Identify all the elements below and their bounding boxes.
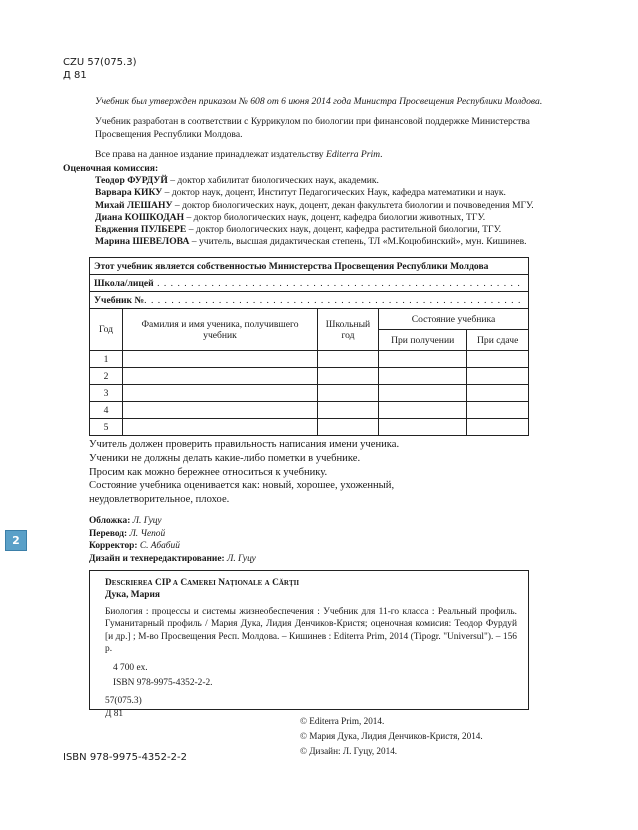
cell-returned[interactable] (467, 351, 529, 368)
school-label: Школа/лицей (94, 277, 154, 289)
note-line: Просим как можно бережнее относиться к учебнику. (89, 466, 328, 478)
table-row (90, 419, 529, 436)
copyright-line: © Мария Дука, Лидия Денчиков-Кристя, 2014. (300, 731, 483, 741)
cell-school-year[interactable] (318, 419, 379, 436)
commission-members (95, 175, 534, 248)
cell-school-year[interactable] (318, 402, 379, 419)
cip-box (89, 570, 529, 719)
member-role: – доктор биологических наук, доцент, декан факультета биологии и почвоведения МГУ. (172, 199, 534, 211)
credit-label: Корректор: (89, 541, 138, 552)
udc-line: Д 81 (63, 70, 87, 81)
cip-isbn: ISBN 978-9975-4352-2-2. (113, 677, 213, 688)
credits-block (89, 515, 256, 565)
header-student: Фамилия и имя ученика, получившего учебник (123, 309, 318, 351)
cell-returned[interactable] (467, 385, 529, 402)
cell-school-year[interactable] (318, 385, 379, 402)
member-name: Евджения ПУЛБЕРЕ (95, 224, 187, 236)
member-role: – учитель, высшая дидактическая степень, ТЛ «М.Коцюбинский», мун. Кишинев. (189, 236, 527, 248)
note-line: Ученики не должны делать какие-либо пометки в учебнике. (89, 452, 361, 464)
table-row (90, 385, 529, 402)
row-number: 3 (90, 385, 123, 402)
cell-received[interactable] (379, 368, 467, 385)
rights-suffix: . (380, 148, 383, 160)
textbook-register-table (89, 257, 529, 436)
note-line: Учитель должен проверить правильность написания имени ученика. (89, 439, 400, 450)
cell-returned[interactable] (467, 419, 529, 436)
ownership-text: Этот учебник является собственностью Министерства Просвещения Республики Молдова (94, 260, 489, 272)
credit-value: Л. Гуцу (226, 553, 256, 564)
member-name: Диана КОШКОДАН (95, 211, 185, 223)
commission-member (95, 187, 534, 199)
cell-student[interactable] (123, 368, 318, 385)
member-name: Марина ШЕВЕЛОВА (95, 236, 190, 248)
cell-returned[interactable] (467, 368, 529, 385)
member-role: – доктор хабилитат биологических наук, академик. (167, 175, 379, 187)
header-received: При получении (379, 330, 467, 351)
cip-title: Descrierea CIP a Camerei Naţionale a Cărţii (105, 578, 300, 588)
intro-block (95, 95, 565, 167)
commission-title: Оценочная комиссия: (63, 163, 159, 174)
commission-member (95, 212, 534, 224)
cell-student[interactable] (123, 351, 318, 368)
developed-text: Учебник разработан в соответствии с Куррикулом по биологии при финансовой поддержке Министерства Просвещения Республики Молдова. (95, 115, 530, 140)
credit-line (89, 540, 256, 553)
cell-returned[interactable] (467, 402, 529, 419)
approval-text: Учебник был утвержден приказом № 608 от 6 июня 2014 года Министра Просвещения Республики Молдова. (95, 96, 543, 107)
credit-label: Дизайн и технередактирование: (89, 553, 225, 564)
copyright-block (300, 714, 483, 759)
note-line: Состояние учебника оценивается как: новый, хорошее, ухоженный, (89, 480, 395, 492)
usage-notes (89, 438, 549, 507)
member-role: – доктор наук, доцент, Институт Педагогических Наук, кафедра математики и наук. (162, 187, 506, 199)
header-school-year: Школьный год (318, 309, 379, 351)
header-year: Год (90, 309, 123, 351)
row-number: 1 (90, 351, 123, 368)
cell-received[interactable] (379, 385, 467, 402)
member-role: – доктор биологических наук, доцент, кафедра растительной биологии, ТГУ. (186, 224, 502, 236)
commission-member (95, 175, 534, 187)
cip-udc: 57(075.3) (105, 696, 142, 707)
commission-member (95, 224, 534, 236)
cell-received[interactable] (379, 419, 467, 436)
commission-member (95, 236, 534, 248)
row-number: 2 (90, 368, 123, 385)
cip-author: Дука, Мария (105, 590, 160, 601)
udc-code (63, 56, 137, 82)
credit-label: Перевод: (89, 528, 128, 539)
credit-value: С. Абабий (139, 541, 180, 552)
school-row (90, 275, 529, 292)
copyright-line: © Editerra Prim, 2014. (300, 716, 385, 726)
table-row (90, 351, 529, 368)
member-name: Варвара КИКУ (95, 187, 163, 199)
book-number-label: Учебник № (94, 294, 145, 306)
cip-description: Биология : процессы и системы жизнеобеспечения : Учебник для 11-го класса : Реальный профиль. Гуманитарный профиль / Мария Дука, Лидия Денчиков-Кристя; оценочная комисия: Теодор Фурдуй [и др.] ; М-во Просвещения Респ. Молдова. – Кишинев : Editerra Prim, 2014 (Tipogr. "Universul"). – 156 р. (105, 606, 517, 655)
evaluation-commission (63, 163, 534, 248)
member-role: – доктор биологических наук, доцент, кафедра биологии животных, ТГУ. (184, 211, 486, 223)
header-condition: Состояние учебника (379, 309, 529, 330)
rights-prefix: Все права на данное издание принадлежат издательству (95, 148, 326, 160)
credit-line (89, 528, 256, 541)
header-returned: При сдаче (467, 330, 529, 351)
row-number: 4 (90, 402, 123, 419)
commission-member (95, 200, 534, 212)
cell-student[interactable] (123, 385, 318, 402)
credit-value: Л. Гуцу (132, 516, 162, 526)
member-name: Михай ЛЕШАНУ (95, 199, 173, 211)
cell-received[interactable] (379, 351, 467, 368)
credit-line (89, 515, 256, 528)
isbn-footer: ISBN 978-9975-4352-2-2 (63, 752, 187, 763)
cell-student[interactable] (123, 402, 318, 419)
cip-udc: Д 81 (105, 708, 124, 719)
school-dots: . . . . . . . . . . . . . . . . . . . . . . . . . . . . . . . . . . . . . . . . . . . . . . . . . . . . . . (153, 277, 521, 289)
member-name: Теодор ФУРДУЙ (95, 175, 168, 187)
ownership-row (90, 258, 529, 275)
credit-line (89, 553, 256, 566)
credit-label: Обложка: (89, 516, 131, 526)
credit-value: Л. Чепой (129, 528, 166, 539)
book-number-dots: . . . . . . . . . . . . . . . . . . . . . . . . . . . . . . . . . . . . . . . . . . . . . . . . . . . . . . . . (144, 294, 522, 306)
udc-line: CZU 57(075.3) (63, 57, 137, 68)
cell-school-year[interactable] (318, 368, 379, 385)
cip-copies: 4 700 ex. (113, 663, 148, 674)
table-row (90, 402, 529, 419)
table-row (90, 368, 529, 385)
cell-received[interactable] (379, 402, 467, 419)
rights-text (95, 148, 565, 162)
rights-publisher: Editerra Prim (325, 148, 381, 160)
cell-school-year[interactable] (318, 351, 379, 368)
book-number-row (90, 292, 529, 309)
row-number: 5 (90, 419, 123, 436)
note-line: неудовлетворительное, плохое. (89, 494, 230, 506)
cell-student[interactable] (123, 419, 318, 436)
page-number-badge: 2 (5, 530, 27, 551)
copyright-line: © Дизайн: Л. Гуцу, 2014. (300, 746, 398, 756)
